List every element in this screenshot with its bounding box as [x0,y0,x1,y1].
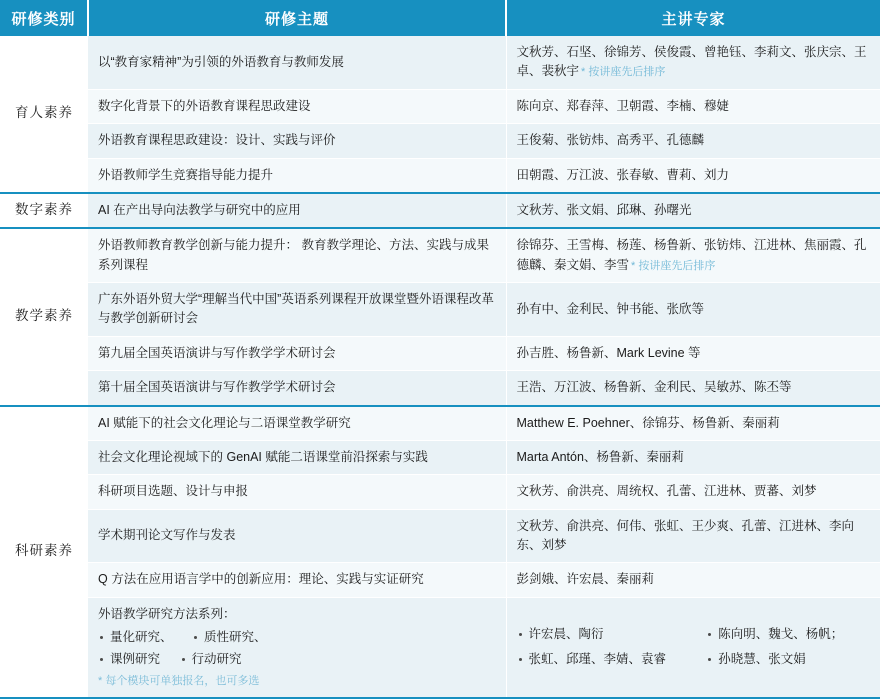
expert-cell: 彭剑娥、许宏晨、秦丽莉 [506,563,880,597]
topic-cell: 科研项目选题、设计与申报 [88,475,506,509]
header-topic: 研修主题 [88,0,506,36]
category-cell-jiaoxue: 教学素养 [0,228,88,405]
expert-cell: 孙有中、金利民、钟书能、张欣等 [506,283,880,337]
topic-cell: 广东外语外贸大学“理解当代中国”英语系列课程开放课堂暨外语课程改革与教学创新研讨会 [88,283,506,337]
expert-series-item: 陈向明、魏戈、杨帆； [706,625,870,644]
table-row [0,193,880,228]
expert-names: 徐锦芬、王雪梅、杨莲、杨鲁新、张钫炜、江进林、焦丽霞、孔德麟、秦文娟、李雪 [516,238,867,272]
category-cell-renyu: 育人素养 [0,36,88,193]
table-row [0,597,880,698]
table-row [0,283,880,337]
table-row [0,563,880,597]
table-row [0,475,880,509]
expert-note: * 按讲座先后排序 [631,259,716,272]
series-item-qualitative: 质性研究、 [192,628,267,647]
expert-cell: 文秋芳、俞洪亮、何伟、张虹、王少爽、孔蕾、江进林、李向东、刘梦 [506,509,880,563]
table-row [0,89,880,123]
table-row [0,336,880,370]
topic-cell: AI 赋能下的社会文化理论与二语课堂教学研究 [88,406,506,441]
table-row [0,36,880,89]
topic-cell: 外语教育课程思政建设：设计、实践与评价 [88,124,506,158]
expert-cell: 文秋芳、张文娟、邱琳、孙曙光 [506,193,880,228]
table-row [0,228,880,282]
expert-names: 文秋芳、石坚、徐锦芳、侯俊霞、曾艳钰、李莉文、张庆宗、王卓、裴秋宇 [516,45,867,79]
header-row [0,0,880,36]
series-note: * 每个模块可单独报名，也可多选 [98,674,260,687]
table-row [0,406,880,441]
expert-cell-series [506,597,880,698]
topic-cell: AI 在产出导向法教学与研究中的应用 [88,193,506,228]
topic-cell: 第九届全国英语演讲与写作教学学术研讨会 [88,336,506,370]
table-row [0,124,880,158]
expert-cell: 王浩、万江波、杨鲁新、金利民、吴敏苏、陈丕等 [506,371,880,406]
table-row [0,509,880,563]
table-header [0,0,880,36]
expert-series-item: 张虹、邱瑾、李婧、袁睿 [517,650,681,669]
expert-cell: 王俊菊、张钫炜、高秀平、孔德麟 [506,124,880,158]
expert-note: * 按讲座先后排序 [581,66,666,79]
table-row [0,158,880,193]
expert-series-item: 许宏晨、陶衍 [517,625,681,644]
topic-cell: 以“教育家精神”为引领的外语教育与教师发展 [88,36,506,89]
expert-cell [506,36,880,89]
topic-cell: 学术期刊论文写作与发表 [88,509,506,563]
topic-cell: 外语教师学生竞赛指导能力提升 [88,158,506,193]
expert-series-item: 孙晓慧、张文娟 [706,650,870,669]
expert-cell: Marta Antón、杨鲁新、秦丽莉 [506,440,880,474]
topic-cell: 社会文化理论视域下的 GenAI 赋能二语课堂前沿探索与实践 [88,440,506,474]
expert-cell: 文秋芳、俞洪亮、周统权、孔蕾、江进林、贾蕃、刘梦 [506,475,880,509]
category-cell-keyan: 科研素养 [0,406,88,698]
topic-cell: 数字化背景下的外语教育课程思政建设 [88,89,506,123]
category-cell-shuzi: 数字素养 [0,193,88,228]
table-row [0,440,880,474]
series-item-action: 行动研究 [180,650,242,669]
topic-cell: 外语教师教育教学创新与能力提升： 教育教学理论、方法、实践与成果系列课程 [88,228,506,282]
expert-cell: 孙吉胜、杨鲁新、Mark Levine 等 [506,336,880,370]
header-category: 研修类别 [0,0,88,36]
table-row [0,371,880,406]
expert-cell [506,228,880,282]
header-expert: 主讲专家 [506,0,880,36]
topic-cell: Q 方法在应用语言学中的创新应用：理论、实践与实证研究 [88,563,506,597]
expert-cell: 陈向京、郑春萍、卫朝霞、李楠、穆婕 [506,89,880,123]
series-title: 外语教学研究方法系列： [98,606,236,621]
expert-cell: 田朝霞、万江波、张春敏、曹莉、刘力 [506,158,880,193]
series-item-case: 课例研究 [98,650,160,669]
series-item-quantitative: 量化研究、 [98,628,173,647]
table-body [0,36,880,698]
topic-cell-series [88,597,506,698]
expert-cell: Matthew E. Poehner、徐锦芬、杨鲁新、秦丽莉 [506,406,880,441]
topic-cell: 第十届全国英语演讲与写作教学学术研讨会 [88,371,506,406]
